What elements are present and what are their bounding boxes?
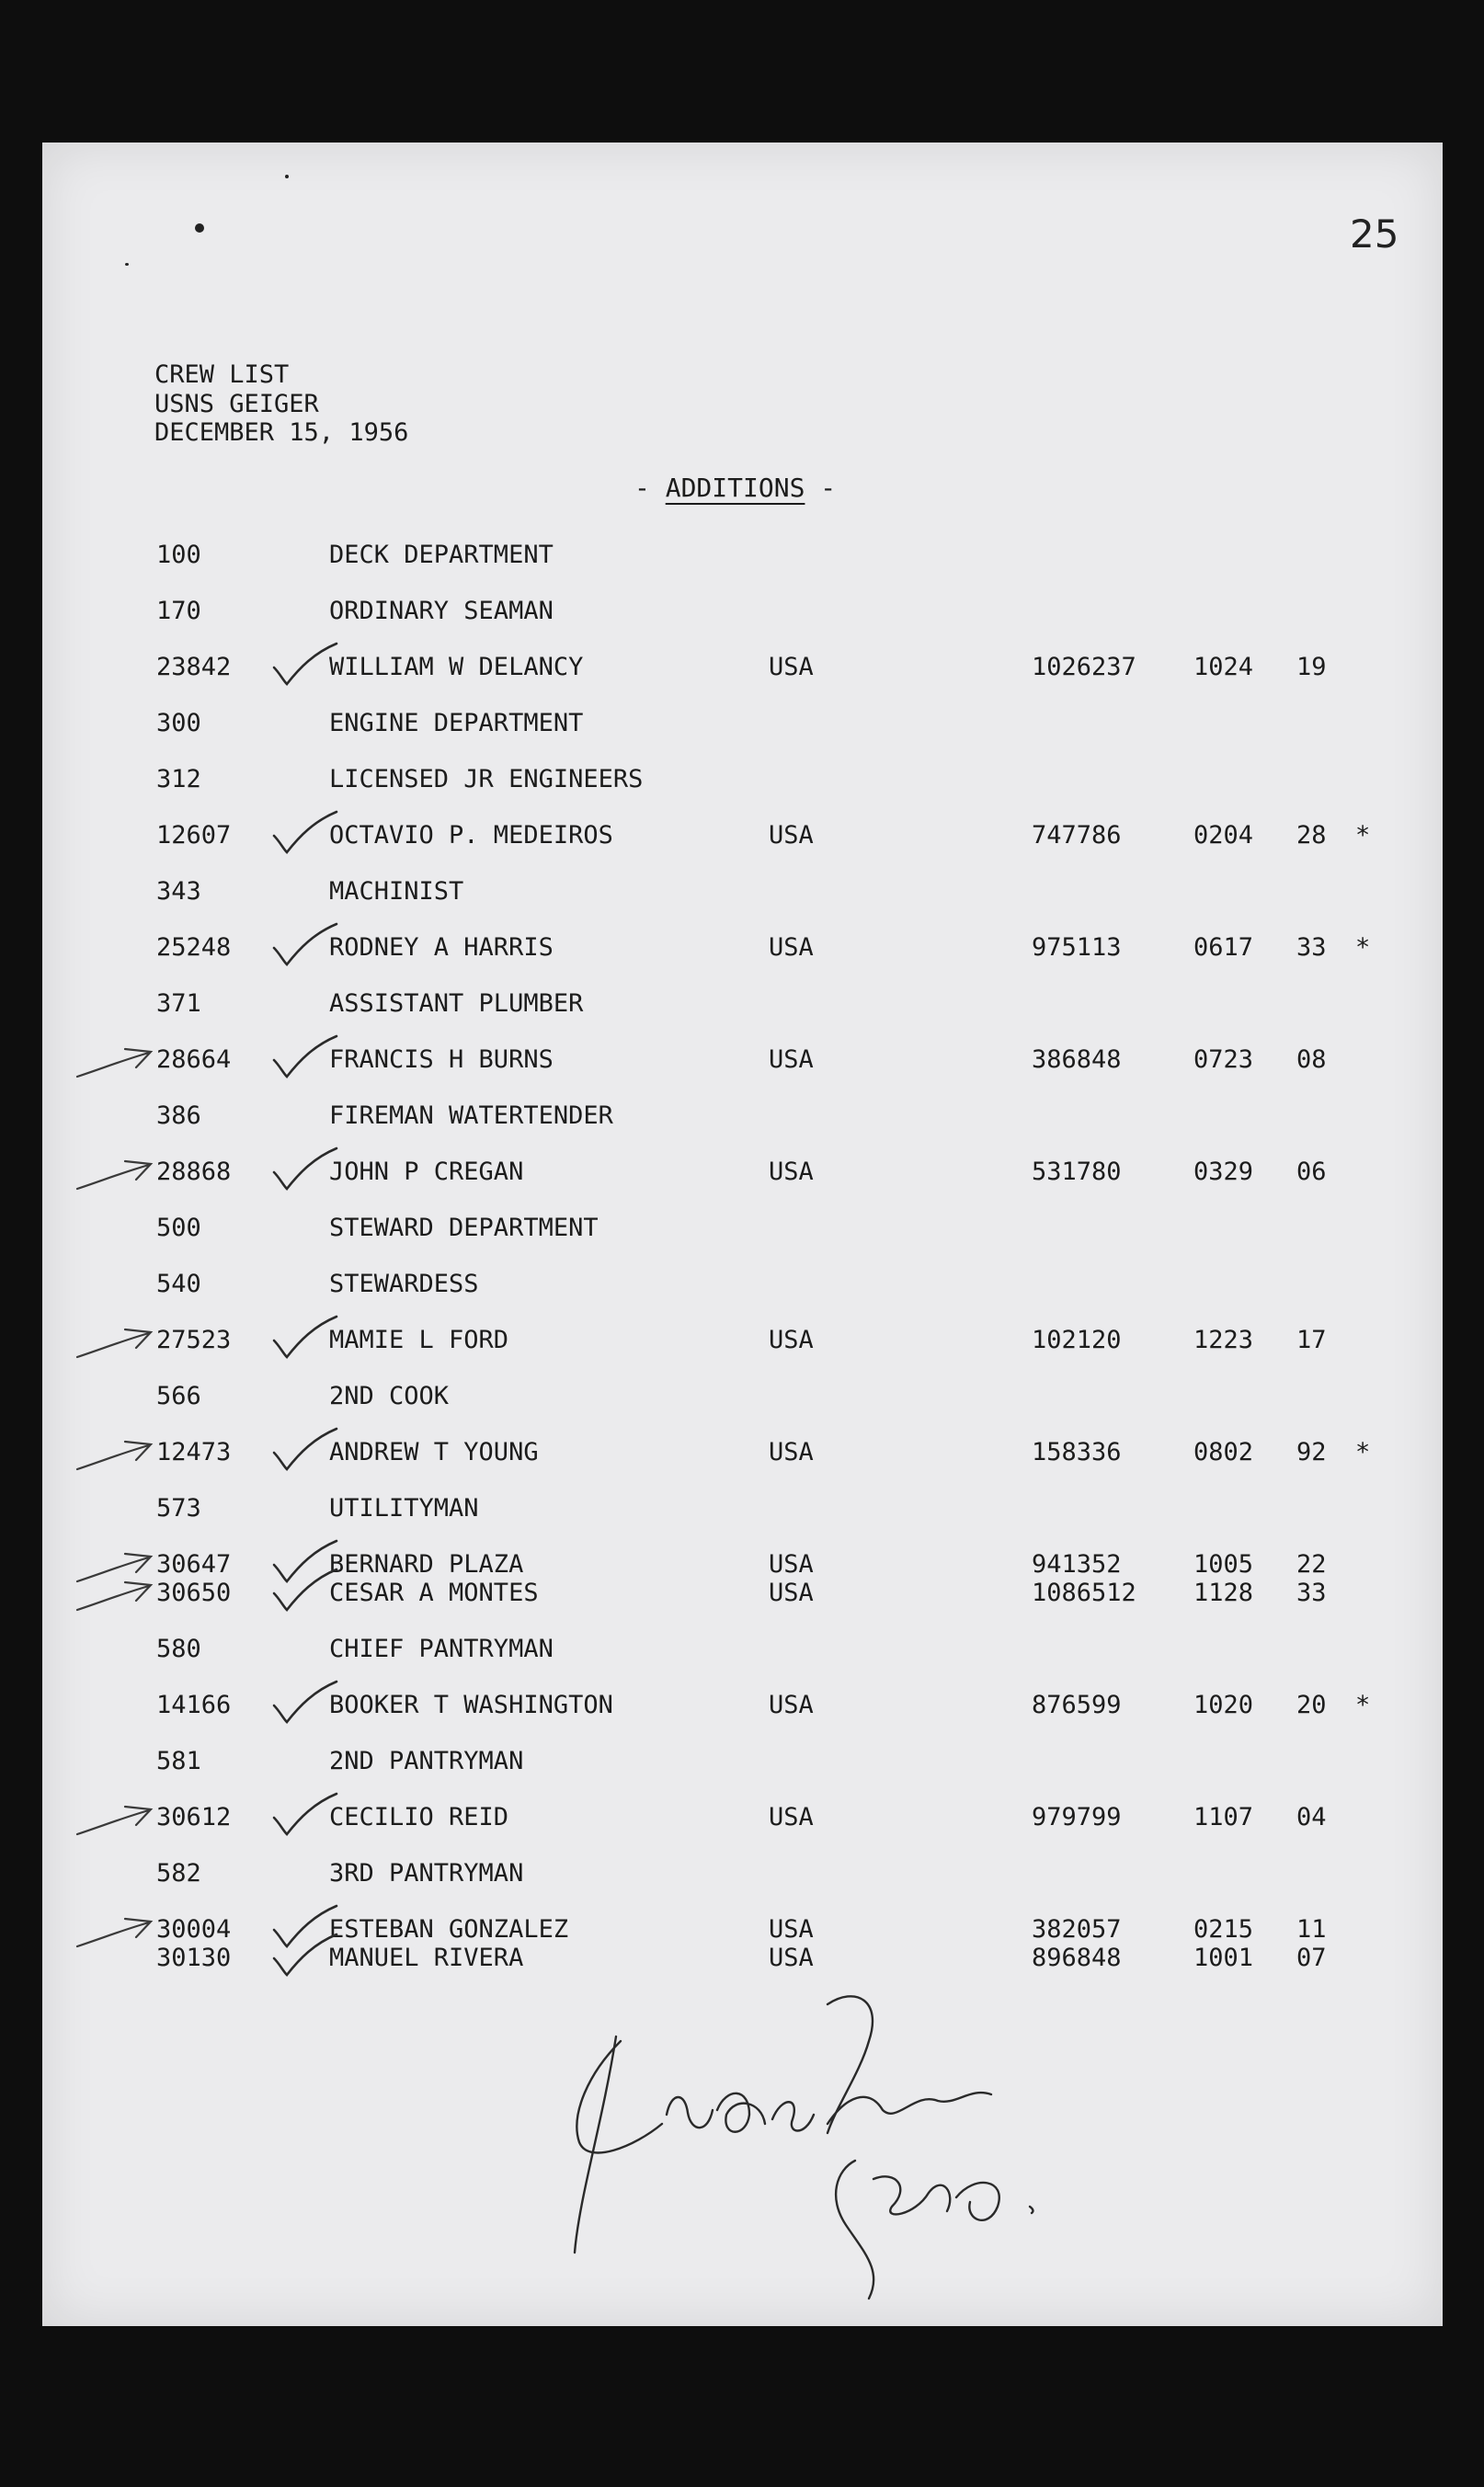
document-number: 386848: [1032, 1045, 1122, 1074]
crew-name: ESTEBAN GONZALEZ: [329, 1915, 569, 1944]
category-name: LICENSED JR ENGINEERS: [329, 765, 644, 793]
rating-code: 580: [156, 1635, 201, 1663]
date-code: 1005: [1193, 1550, 1254, 1579]
nationality: USA: [769, 933, 814, 962]
checkmark-icon: [267, 1680, 340, 1724]
nationality: USA: [769, 1438, 814, 1466]
crew-member-row: [0, 1691, 1484, 1722]
document-number: 382057: [1032, 1915, 1122, 1944]
arrow-mark-icon: [68, 1320, 160, 1363]
nationality: USA: [769, 1803, 814, 1831]
age: 17: [1296, 1326, 1327, 1354]
document-date: DECEMBER 15, 1956: [154, 418, 409, 447]
crew-name: MAMIE L FORD: [329, 1326, 509, 1354]
rating-code: 30650: [156, 1579, 232, 1607]
category-row: [0, 597, 1484, 628]
checkmark-icon: [267, 1568, 340, 1612]
crew-member-row: [0, 653, 1484, 684]
rating-code: 12473: [156, 1438, 232, 1466]
checkmark-icon: [267, 810, 340, 854]
rating-code: 28664: [156, 1045, 232, 1074]
checkmark-icon: [267, 922, 340, 966]
category-row: [0, 877, 1484, 908]
category-name: DECK DEPARTMENT: [329, 541, 554, 569]
document-number: 1026237: [1032, 653, 1136, 681]
nationality: USA: [769, 1158, 814, 1186]
category-name: UTILITYMAN: [329, 1494, 479, 1523]
crew-name: BOOKER T WASHINGTON: [329, 1691, 613, 1719]
rating-code: 386: [156, 1101, 201, 1130]
category-row: [0, 1270, 1484, 1301]
date-code: 1001: [1193, 1944, 1254, 1972]
nationality: USA: [769, 653, 814, 681]
category-row: [0, 1747, 1484, 1778]
rating-code: 100: [156, 541, 201, 569]
crew-name: BERNARD PLAZA: [329, 1550, 524, 1579]
age: 22: [1296, 1550, 1327, 1579]
checkmark-icon: [267, 1034, 340, 1078]
age: 11: [1296, 1915, 1327, 1944]
section-label: ADDITIONS: [665, 473, 805, 503]
rating-code: 30004: [156, 1915, 232, 1944]
document-number: 158336: [1032, 1438, 1122, 1466]
arrow-mark-icon: [68, 1432, 160, 1475]
category-name: FIREMAN WATERTENDER: [329, 1101, 613, 1130]
category-name: 2ND PANTRYMAN: [329, 1747, 524, 1775]
crew-name: CECILIO REID: [329, 1803, 509, 1831]
document-number: 975113: [1032, 933, 1122, 962]
category-row: [0, 1494, 1484, 1525]
date-code: 0723: [1193, 1045, 1254, 1074]
nationality: USA: [769, 1691, 814, 1719]
age: 33: [1296, 1579, 1327, 1607]
document-number: 747786: [1032, 821, 1122, 850]
nationality: USA: [769, 1579, 814, 1607]
checkmark-icon: [267, 1315, 340, 1359]
checkmark-icon: [267, 1933, 340, 1977]
date-code: 1223: [1193, 1326, 1254, 1354]
rating-code: 582: [156, 1859, 201, 1888]
nationality: USA: [769, 1550, 814, 1579]
rating-code: 25248: [156, 933, 232, 962]
age: 07: [1296, 1944, 1327, 1972]
asterisk-mark: *: [1355, 821, 1371, 850]
rating-code: 573: [156, 1494, 201, 1523]
crew-name: ANDREW T YOUNG: [329, 1438, 539, 1466]
date-code: 1107: [1193, 1803, 1254, 1831]
category-name: STEWARDESS: [329, 1270, 479, 1298]
rating-code: 371: [156, 989, 201, 1018]
crew-name: WILLIAM W DELANCY: [329, 653, 584, 681]
rating-code: 566: [156, 1382, 201, 1410]
document-number: 876599: [1032, 1691, 1122, 1719]
asterisk-mark: *: [1355, 1691, 1371, 1719]
category-row: [0, 989, 1484, 1021]
date-code: 0802: [1193, 1438, 1254, 1466]
category-row: [0, 1101, 1484, 1133]
checkmark-icon: [267, 1427, 340, 1471]
document-number: 531780: [1032, 1158, 1122, 1186]
age: 20: [1296, 1691, 1327, 1719]
arrow-mark-icon: [68, 1573, 160, 1615]
arrow-mark-icon: [68, 1152, 160, 1194]
nationality: USA: [769, 1326, 814, 1354]
crew-name: MANUEL RIVERA: [329, 1944, 524, 1972]
ship-name: USNS GEIGER: [154, 390, 319, 418]
rating-code: 540: [156, 1270, 201, 1298]
category-name: 3RD PANTRYMAN: [329, 1859, 524, 1888]
crew-name: RODNEY A HARRIS: [329, 933, 554, 962]
crew-member-row: [0, 1158, 1484, 1189]
checkmark-icon: [267, 642, 340, 686]
rating-code: 23842: [156, 653, 232, 681]
arrow-mark-icon: [68, 1040, 160, 1082]
crew-member-row: [0, 1579, 1484, 1610]
crew-member-row: [0, 1045, 1484, 1077]
document-title: CREW LIST: [154, 360, 290, 389]
category-name: ASSISTANT PLUMBER: [329, 989, 584, 1018]
crew-name: FRANCIS H BURNS: [329, 1045, 554, 1074]
crew-member-row: [0, 1915, 1484, 1946]
rating-code: 500: [156, 1214, 201, 1242]
rating-code: 27523: [156, 1326, 232, 1354]
checkmark-icon: [267, 1792, 340, 1836]
date-code: 0215: [1193, 1915, 1254, 1944]
rating-code: 300: [156, 709, 201, 737]
age: 92: [1296, 1438, 1327, 1466]
date-code: 1024: [1193, 653, 1254, 681]
age: 06: [1296, 1158, 1327, 1186]
asterisk-mark: *: [1355, 1438, 1371, 1466]
crew-name: JOHN P CREGAN: [329, 1158, 524, 1186]
rating-code: 30647: [156, 1550, 232, 1579]
category-row: [0, 1214, 1484, 1245]
category-row: [0, 541, 1484, 572]
crew-member-row: [0, 1944, 1484, 1975]
rating-code: 170: [156, 597, 201, 625]
crew-member-row: [0, 1326, 1484, 1357]
category-row: [0, 1635, 1484, 1666]
category-name: CHIEF PANTRYMAN: [329, 1635, 554, 1663]
rating-code: 581: [156, 1747, 201, 1775]
crew-member-row: [0, 1803, 1484, 1834]
inspector-signature: [552, 1986, 1103, 2308]
date-code: 0329: [1193, 1158, 1254, 1186]
crew-member-row: [0, 1438, 1484, 1469]
document-number: 941352: [1032, 1550, 1122, 1579]
section-dash: -: [805, 473, 837, 503]
rating-code: 343: [156, 877, 201, 906]
category-row: [0, 1382, 1484, 1413]
crew-member-row: [0, 933, 1484, 964]
category-row: [0, 765, 1484, 796]
checkmark-icon: [267, 1147, 340, 1191]
document-number: 1086512: [1032, 1579, 1136, 1607]
nationality: USA: [769, 1045, 814, 1074]
rating-code: 30612: [156, 1803, 232, 1831]
age: 08: [1296, 1045, 1327, 1074]
document-number: 896848: [1032, 1944, 1122, 1972]
age: 33: [1296, 933, 1327, 962]
arrow-mark-icon: [68, 1797, 160, 1840]
crew-name: OCTAVIO P. MEDEIROS: [329, 821, 613, 850]
rating-code: 312: [156, 765, 201, 793]
date-code: 0617: [1193, 933, 1254, 962]
category-row: [0, 1859, 1484, 1890]
page-number: 25: [1350, 211, 1399, 257]
nationality: USA: [769, 1915, 814, 1944]
rating-code: 14166: [156, 1691, 232, 1719]
asterisk-mark: *: [1355, 933, 1371, 962]
crew-name: CESAR A MONTES: [329, 1579, 539, 1607]
category-name: 2ND COOK: [329, 1382, 450, 1410]
age: 04: [1296, 1803, 1327, 1831]
date-code: 1128: [1193, 1579, 1254, 1607]
nationality: USA: [769, 1944, 814, 1972]
date-code: 0204: [1193, 821, 1254, 850]
age: 19: [1296, 653, 1327, 681]
document-number: 979799: [1032, 1803, 1122, 1831]
document-number: 102120: [1032, 1326, 1122, 1354]
category-name: ENGINE DEPARTMENT: [329, 709, 584, 737]
category-name: STEWARD DEPARTMENT: [329, 1214, 599, 1242]
crew-member-row: [0, 821, 1484, 852]
rating-code: 28868: [156, 1158, 232, 1186]
rating-code: 30130: [156, 1944, 232, 1972]
crew-member-row: [0, 1550, 1484, 1581]
category-name: MACHINIST: [329, 877, 464, 906]
age: 28: [1296, 821, 1327, 850]
category-row: [0, 709, 1484, 740]
nationality: USA: [769, 821, 814, 850]
category-name: ORDINARY SEAMAN: [329, 597, 554, 625]
rating-code: 12607: [156, 821, 232, 850]
date-code: 1020: [1193, 1691, 1254, 1719]
section-dash: -: [634, 473, 666, 503]
